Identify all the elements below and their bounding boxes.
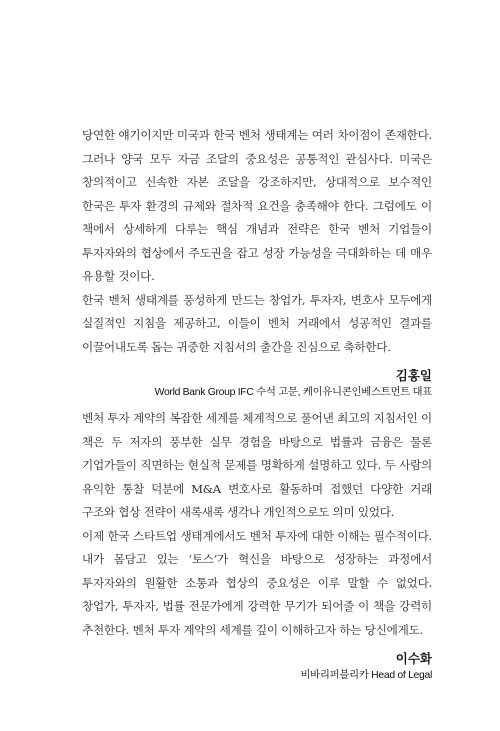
- endorser-role: World Bank Group IFC 수석 고문, 케이유니콘인베스트먼트 대표: [154, 387, 432, 398]
- signature: [82, 367, 432, 401]
- endorser-role: 비바리퍼블리카 Head of Legal: [300, 670, 432, 681]
- endorser-name: 이수화: [395, 651, 432, 666]
- paragraph: 이제 한국 스타트업 생태계에서도 벤처 투자에 대한 이해는 필수적이다. 내가 몸담고 있는 ‘토스’가 혁신을 바탕으로 성장하는 과정에서 투자자와의 원활한 소통과 협상의 중요성은 이루 말할 수 없었다. 창업가, 투자자, 법률 전문가에게 강력한 무기가 되어줄 이 책을 강력히 추천한다. 벤처 투자 계약의 세계를 깊이 이해하고자 하는 당신에게도.: [82, 528, 432, 637]
- signature: [82, 650, 432, 684]
- paragraph: 한국 벤처 생태계를 풍성하게 만드는 창업가, 투자자, 변호사 모두에게 실질적인 지침을 제공하고, 이들이 벤처 거래에서 성공적인 결과를 이끌어내도록 돕는 귀중한 지침서의 출간을 진심으로 축하한다.: [82, 292, 432, 354]
- endorsement-1: [82, 124, 432, 401]
- endorsement-2: [82, 407, 432, 684]
- paragraph: 당연한 얘기이지만 미국과 한국 벤처 생태계는 여러 차이점이 존재한다. 그러나 양국 모두 자금 조달의 중요성은 공통적인 관심사다. 미국은 창의적이고 신속한 자본 조달을 강조하지만, 상대적으로 보수적인 한국은 투자 환경의 규제와 절차적 요건을 충족해야 한다. 그럼에도 이 책에서 상세하게 다루는 핵심 개념과 전략은 한국 벤처 기업들이 투자자와의 협상에서 주도권을 잡고 성장 가능성을 극대화하는 데 매우 유용할 것이다.: [82, 128, 432, 283]
- paragraph: 벤처 투자 계약의 복잡한 세계를 체계적으로 풀어낸 최고의 지침서인 이 책은 두 저자의 풍부한 실무 경험을 바탕으로 법률과 금융은 물론 기업가들이 직면하는 현실적 문제를 명확하게 설명하고 있다. 두 사람의 유익한 통찰 덕분에 M&A 변호사로 활동하며 접했던 다양한 거래 구조와 협상 전략이 새록새록 생각나 개인적으로도 의미 있었다.: [82, 411, 432, 519]
- endorsement-body: [82, 124, 432, 359]
- endorser-name: 김홍일: [395, 368, 432, 383]
- endorsement-body: [82, 407, 432, 642]
